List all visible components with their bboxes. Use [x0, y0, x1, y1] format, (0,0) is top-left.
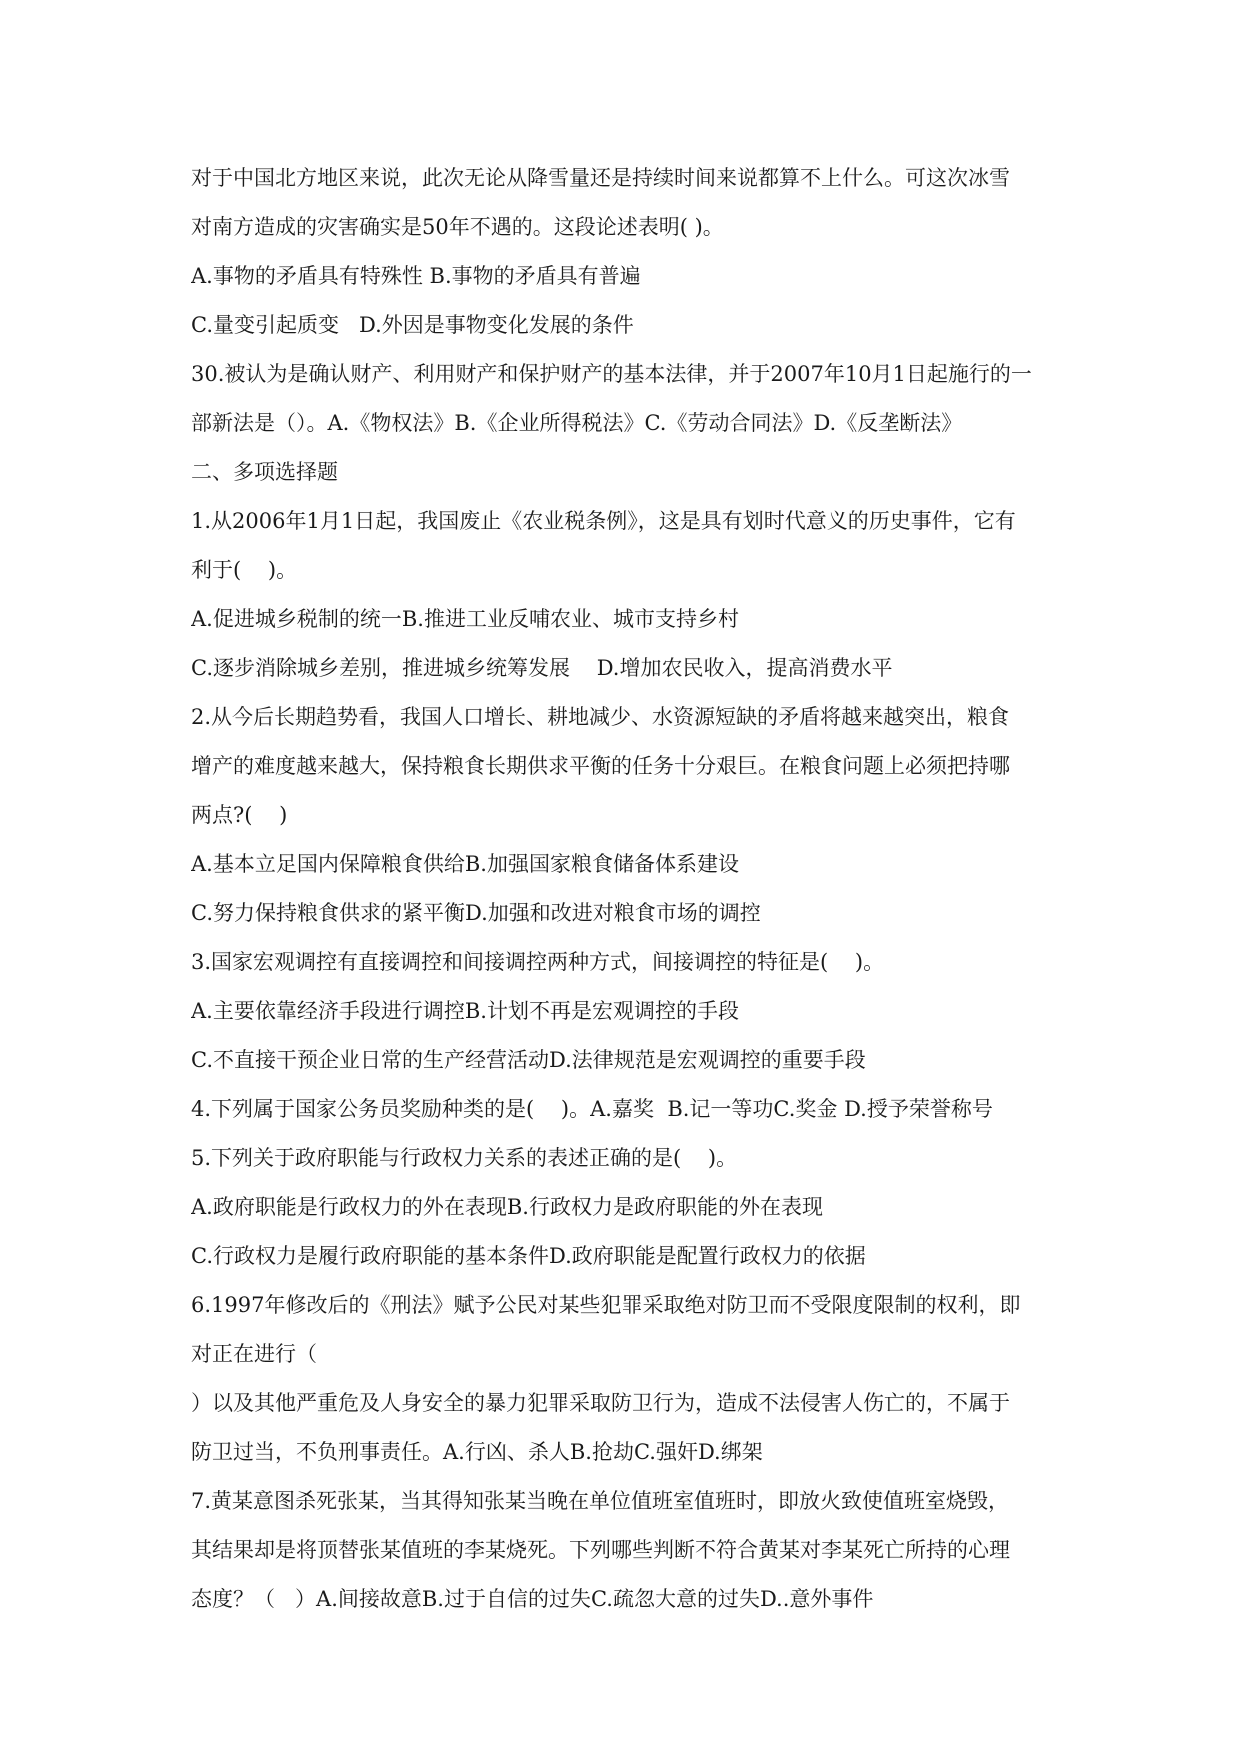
text-line: C.行政权力是履行政府职能的基本条件D.政府职能是配置行政权力的依据: [191, 1244, 866, 1268]
text-line: A.基本立足国内保障粮食供给B.加强国家粮食储备体系建设: [191, 852, 739, 876]
text-line: 利于( )。: [191, 558, 298, 582]
text-line: 对于中国北方地区来说，此次无论从降雪量还是持续时间来说都算不上什么。可这次冰雪: [191, 166, 1010, 190]
text-line: ）以及其他严重危及人身安全的暴力犯罪采取防卫行为，造成不法侵害人伤亡的，不属于: [191, 1391, 1010, 1415]
section-heading: 二、多项选择题: [191, 460, 338, 484]
text-line: 5.下列关于政府职能与行政权力关系的表述正确的是( )。: [191, 1146, 738, 1170]
text-line: A.主要依靠经济手段进行调控B.计划不再是宏观调控的手段: [191, 999, 739, 1023]
text-line: 6.1997年修改后的《刑法》赋予公民对某些犯罪采取绝对防卫而不受限度限制的权利，即: [191, 1293, 1021, 1317]
text-line: 对正在进行（: [191, 1342, 317, 1366]
text-line: A.政府职能是行政权力的外在表现B.行政权力是政府职能的外在表现: [191, 1195, 823, 1219]
document-body: [191, 154, 1071, 1624]
text-line: 4.下列属于国家公务员奖励种类的是( )。A.嘉奖 B.记一等功C.奖金 D.授予荣誉称号: [191, 1097, 993, 1121]
text-line: 30.被认为是确认财产、利用财产和保护财产的基本法律，并于2007年10月1日起施行的一: [191, 362, 1032, 386]
text-line: 3.国家宏观调控有直接调控和间接调控两种方式，间接调控的特征是( )。: [191, 950, 885, 974]
text-line: 1.从2006年1月1日起，我国废止《农业税条例》，这是具有划时代意义的历史事件，它有: [191, 509, 1016, 533]
text-line: 部新法是（）。A.《物权法》B.《企业所得税法》C.《劳动合同法》D.《反垄断法》: [191, 411, 963, 435]
text-line: 态度？（ ）A.间接故意B.过于自信的过失C.疏忽大意的过失D..意外事件: [191, 1587, 874, 1611]
text-line: 增产的难度越来越大，保持粮食长期供求平衡的任务十分艰巨。在粮食问题上必须把持哪: [191, 754, 1010, 778]
text-line: A.促进城乡税制的统一B.推进工业反哺农业、城市支持乡村: [191, 607, 739, 631]
text-line: 防卫过当，不负刑事责任。A.行凶、杀人B.抢劫C.强奸D.绑架: [191, 1440, 763, 1464]
text-line: 对南方造成的灾害确实是50年不遇的。这段论述表明( )。: [191, 215, 724, 239]
text-line: A.事物的矛盾具有特殊性 B.事物的矛盾具有普遍: [191, 264, 641, 288]
text-line: C.努力保持粮食供求的紧平衡D.加强和改进对粮食市场的调控: [191, 901, 761, 925]
text-line: 其结果却是将顶替张某值班的李某烧死。下列哪些判断不符合黄某对李某死亡所持的心理: [191, 1538, 1010, 1562]
text-line: 2.从今后长期趋势看，我国人口增长、耕地减少、水资源短缺的矛盾将越来越突出，粮食: [191, 705, 1010, 729]
text-line: 两点?( ): [191, 803, 288, 827]
text-line: 7.黄某意图杀死张某，当其得知张某当晚在单位值班室值班时，即放火致使值班室烧毁，: [191, 1489, 1010, 1513]
text-line: C.量变引起质变 D.外因是事物变化发展的条件: [191, 313, 634, 337]
text-line: C.逐步消除城乡差别，推进城乡统筹发展 D.增加农民收入，提高消费水平: [191, 656, 893, 680]
text-line: C.不直接干预企业日常的生产经营活动D.法律规范是宏观调控的重要手段: [191, 1048, 866, 1072]
